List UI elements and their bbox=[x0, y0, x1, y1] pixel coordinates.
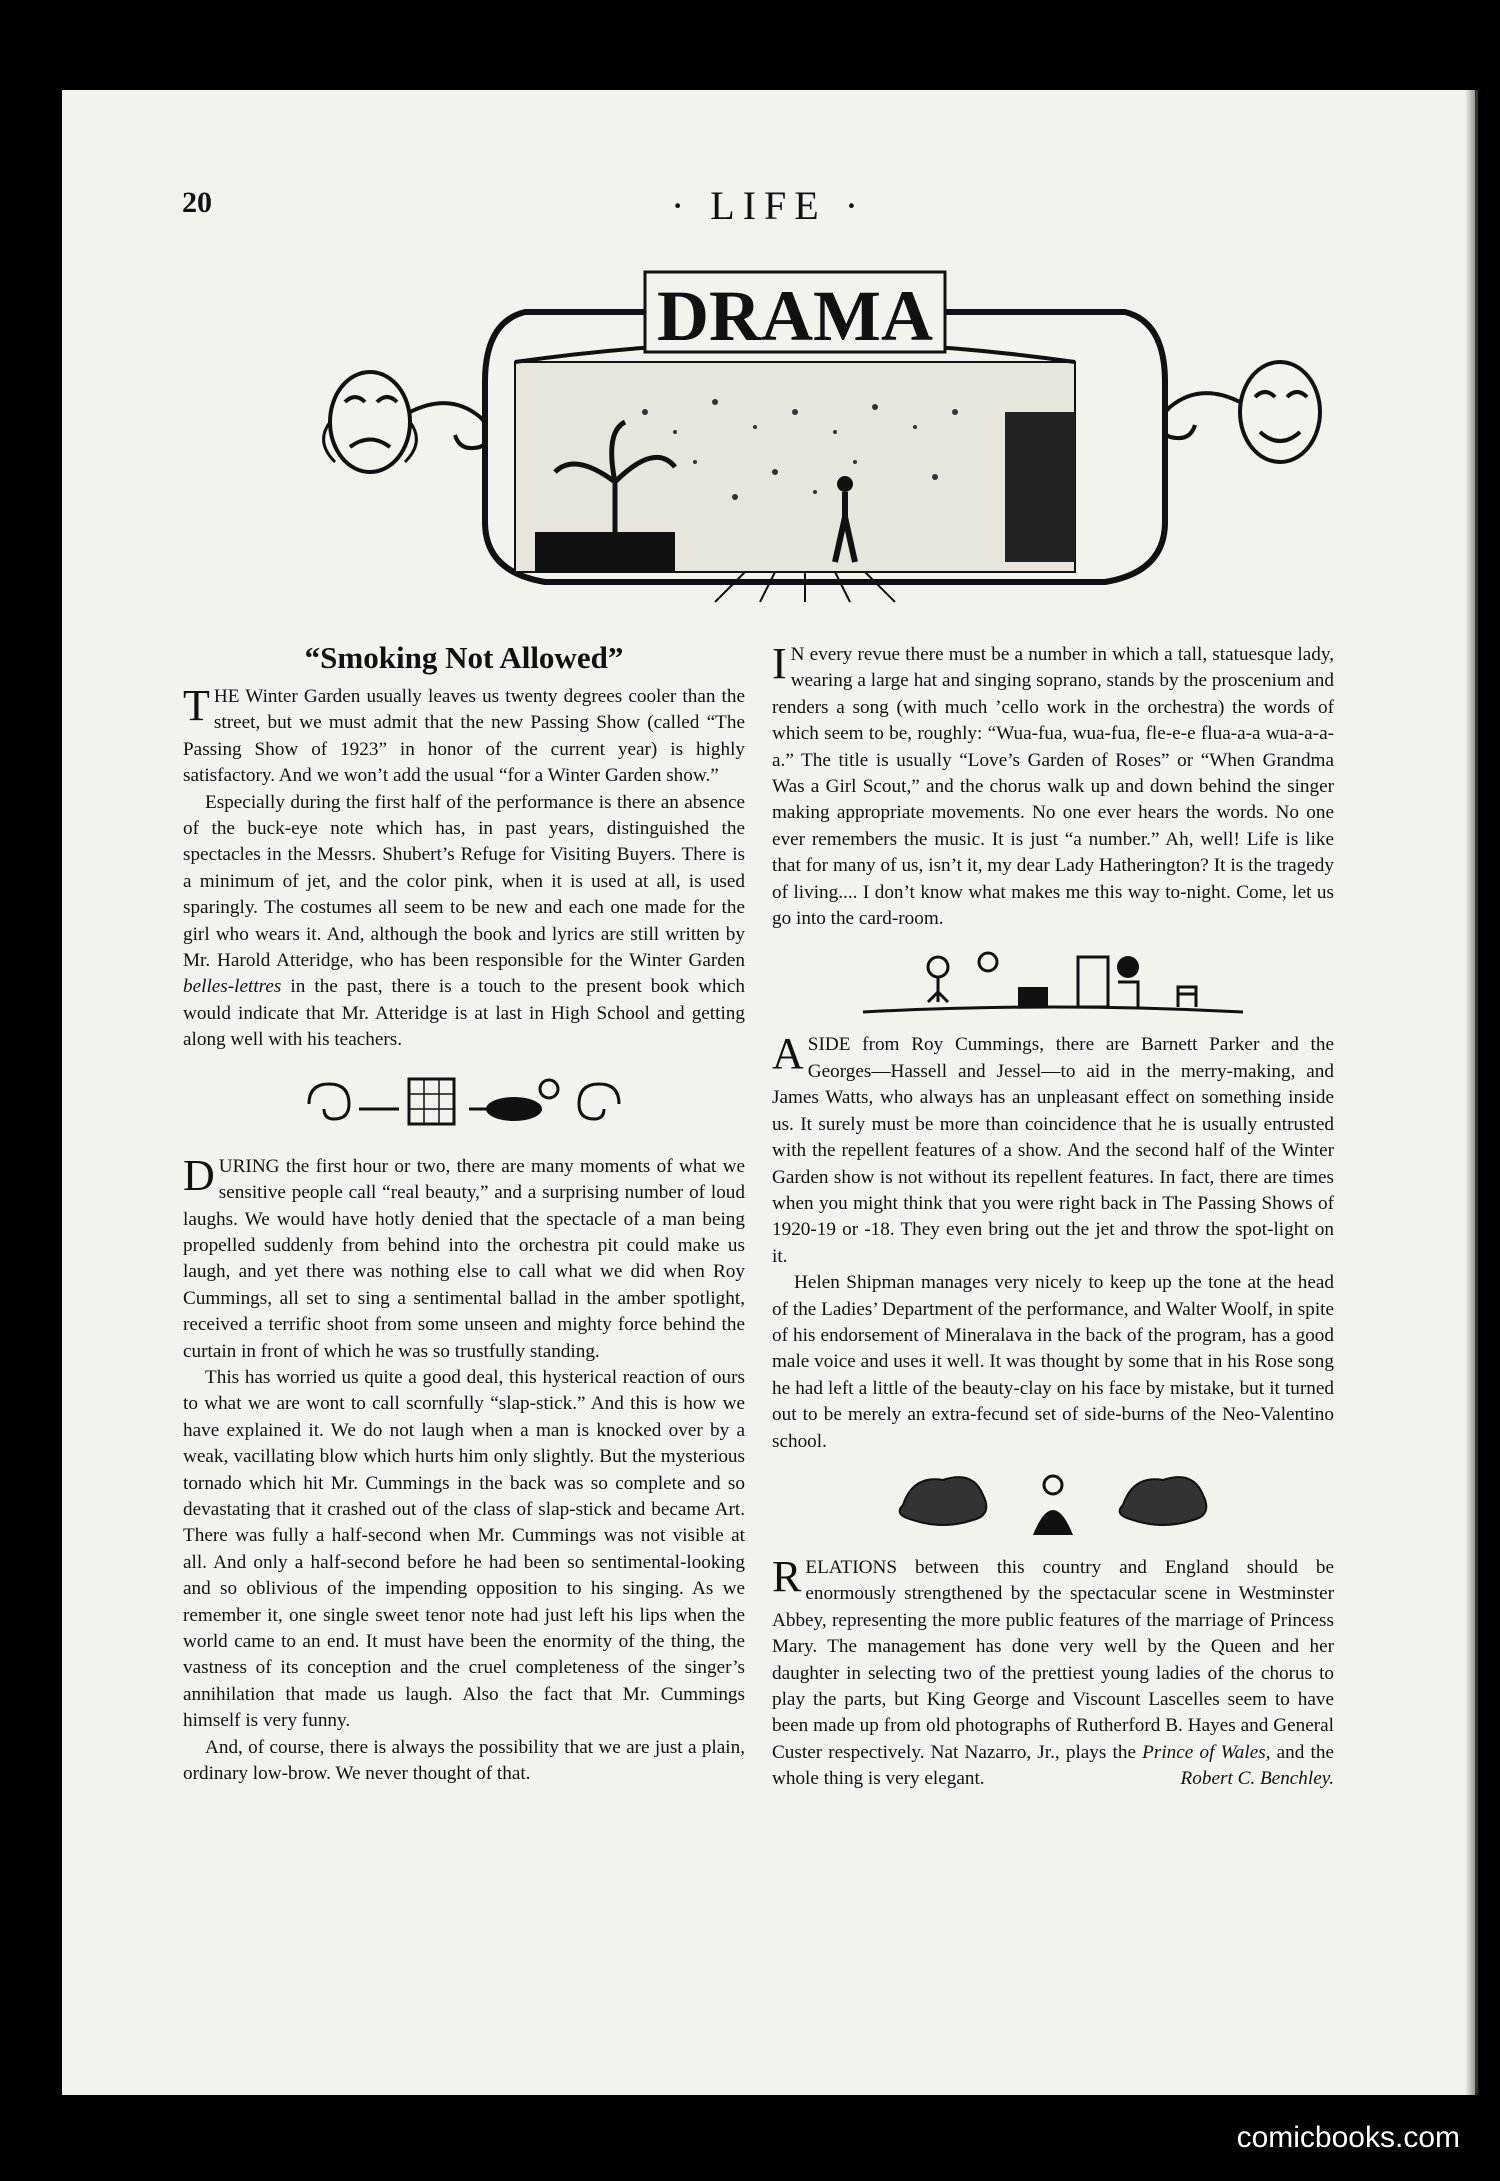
paragraph: DURING the first hour or two, there are many moments of what we sensitive people call “real beauty,” and a surprising number of loud laughs. We would have hotly denied that the spectacle of a man being propelled suddenly from behind into the orchestra pit could make us laugh, and yet there was nothing else to call what we did when Roy Cummings, all set to sing a sentimental ballad in the amber spotlight, received a terrific shoot from some unseen and mighty force behind the curtain in front of which he was so trustfully standing. bbox=[183, 1150, 745, 1362]
paragraph: ASIDE from Roy Cummings, there are Barnett Parker and the Georges—Hassell and Jessel—to aid in the merry-making, and James Watts, who always has an unpleasant effect on something inside us. It surely must be more than coincidence that he is usually entrusted with the repellent features of a show. And the second half of the Winter Garden show is not without its repellent features. In fact, there are times when you might think that you were right back in The Passing Shows of 1920-19 or -18. They even bring out the jet and throw the spot-light on it. bbox=[772, 1029, 1334, 1267]
paragraph: I N every revue there must be a number in which a tall, statuesque lady, wearing a large hat and singing soprano, stands by the proscenium and renders a song (with much ’cello work in the orchestra) the words of which seem to be, roughly: “Wua-fua, wua-fua, fle-e-e flua-a-a wua-a-a-a.” The title is usually “Love’s Garden of Roses” or “When Grandma Was a Girl Scout,” and the chorus walk up and down behind the singer making appropriate movements. No one ever hears the words. No one ever remembers the music. It is just “a number.” Ah, well! Life is like that for many of us, isn’t it, my dear Lady Hatherington? It is the tragedy of living.... I don’t know what makes me this way to-night. Come, let us go into the card-room. bbox=[772, 639, 1334, 930]
watermark: comicbooks.com bbox=[1236, 2121, 1460, 2154]
paragraph: And, of course, there is always the possibility that we are just a plain, ordinary low-brow. We never thought of that. bbox=[183, 1736, 745, 1785]
left-column bbox=[183, 638, 745, 1787]
cartoon-spot-illustration bbox=[858, 942, 1248, 1022]
paragraph: Especially during the first half of the performance is there an absence of the buck-eye note which has, in past years, distinguished the spectacles in the Messrs. Shubert’s Refuge for Visiting Buyers. There is a minimum of jet, and the color pink, when it is used at all, is used sparingly. The costumes all seem to be new and each one made for the girl who wears it. And, although the book and lyrics are still written by Mr. Harold Atteridge, who has been responsible for the Winter Garden belles-lettres in the past, there is a touch to the present book which would indicate that Mr. Atteridge is at last in High School and getting along well with his teachers. bbox=[183, 791, 745, 1051]
page-number: 20 bbox=[182, 186, 212, 219]
author-signature: Robert C. Benchley. bbox=[1180, 1768, 1334, 1790]
drop-cap: I bbox=[772, 639, 787, 688]
drop-cap: R bbox=[772, 1551, 802, 1601]
drop-cap: D bbox=[183, 1150, 215, 1200]
magazine-page bbox=[62, 90, 1478, 2095]
comedy-mask-icon bbox=[1160, 362, 1320, 462]
tragedy-mask-icon bbox=[324, 372, 490, 472]
masthead: · LIFE · bbox=[670, 183, 867, 228]
paragraph: RELATIONS between this country and England should be enormously strengthened by the spectacular scene in Westminster Abbey, representing the more public features of the marriage of Princess Mary. The management has done very well by the Queen and her daughter in selecting two of the prettiest young ladies of the chorus to play the parts, but King George and Viscount Lascelles seem to have been made up from old photographs of Rutherford B. Hayes and General Custer respectively. Nat Nazarro, Jr., plays the Prince of Wales, and the whole thing is very elegant. Robert C. Benchley. bbox=[772, 1555, 1334, 1793]
drop-cap: A bbox=[772, 1029, 804, 1079]
drama-title: DRAMA bbox=[657, 276, 933, 356]
cartoon-spot-illustration bbox=[873, 1465, 1233, 1545]
cartoon-spot-illustration bbox=[299, 1064, 629, 1144]
drop-cap: T bbox=[183, 681, 210, 730]
paragraph: THE Winter Garden usually leaves us twenty degrees cooler than the street, but we must admit that the new Passing Show (called “The Passing Show of 1923” in honor of the current year) is highly satisfactory. And we won’t add the usual “for a Winter Garden show.” bbox=[183, 681, 745, 787]
right-column bbox=[772, 639, 1334, 1793]
paragraph: Helen Shipman manages very nicely to keep up the tone at the head of the Ladies’ Department of the performance, and Walter Woolf, in spite of his endorsement of Mineralava in the back of the program, has a good male voice and uses it well. It was thought by some that in his Rose song he had left a little of the beauty-clay on his face by mistake, but it turned out to be merely an extra-fecund set of side-burns of the Neo-Valentino school. bbox=[772, 1272, 1334, 1452]
paragraph: This has worried us quite a good deal, this hysterical reaction of ours to what we are wont to call scornfully “slap-stick.” And this is how we have explained it. We do not laugh when a man is knocked over by a weak, vacillating blow which hurts him only slightly. But the mysterious tornado which hit Mr. Cummings in the back was so complete and so devastating that it crashed out of the class of slap-stick and became Art. There was fully a half-second when Mr. Cummings was not visible at all. And only a half-second before he had been so sentimental-looking and so oblivious of the impending opposition to his singing. As we remember it, one single sweet tenor note had just left his lips when the world came to an end. It must have been the enormity of the thing, the vastness of its conception and the cruel completeness of the singer’s annihilation that made us laugh. Also the fact that Mr. Cummings himself is very funny. bbox=[183, 1366, 745, 1732]
article-title: “Smoking Not Allowed” bbox=[304, 640, 624, 675]
drama-header-illustration bbox=[315, 262, 1336, 604]
page-gutter bbox=[1465, 90, 1475, 2095]
